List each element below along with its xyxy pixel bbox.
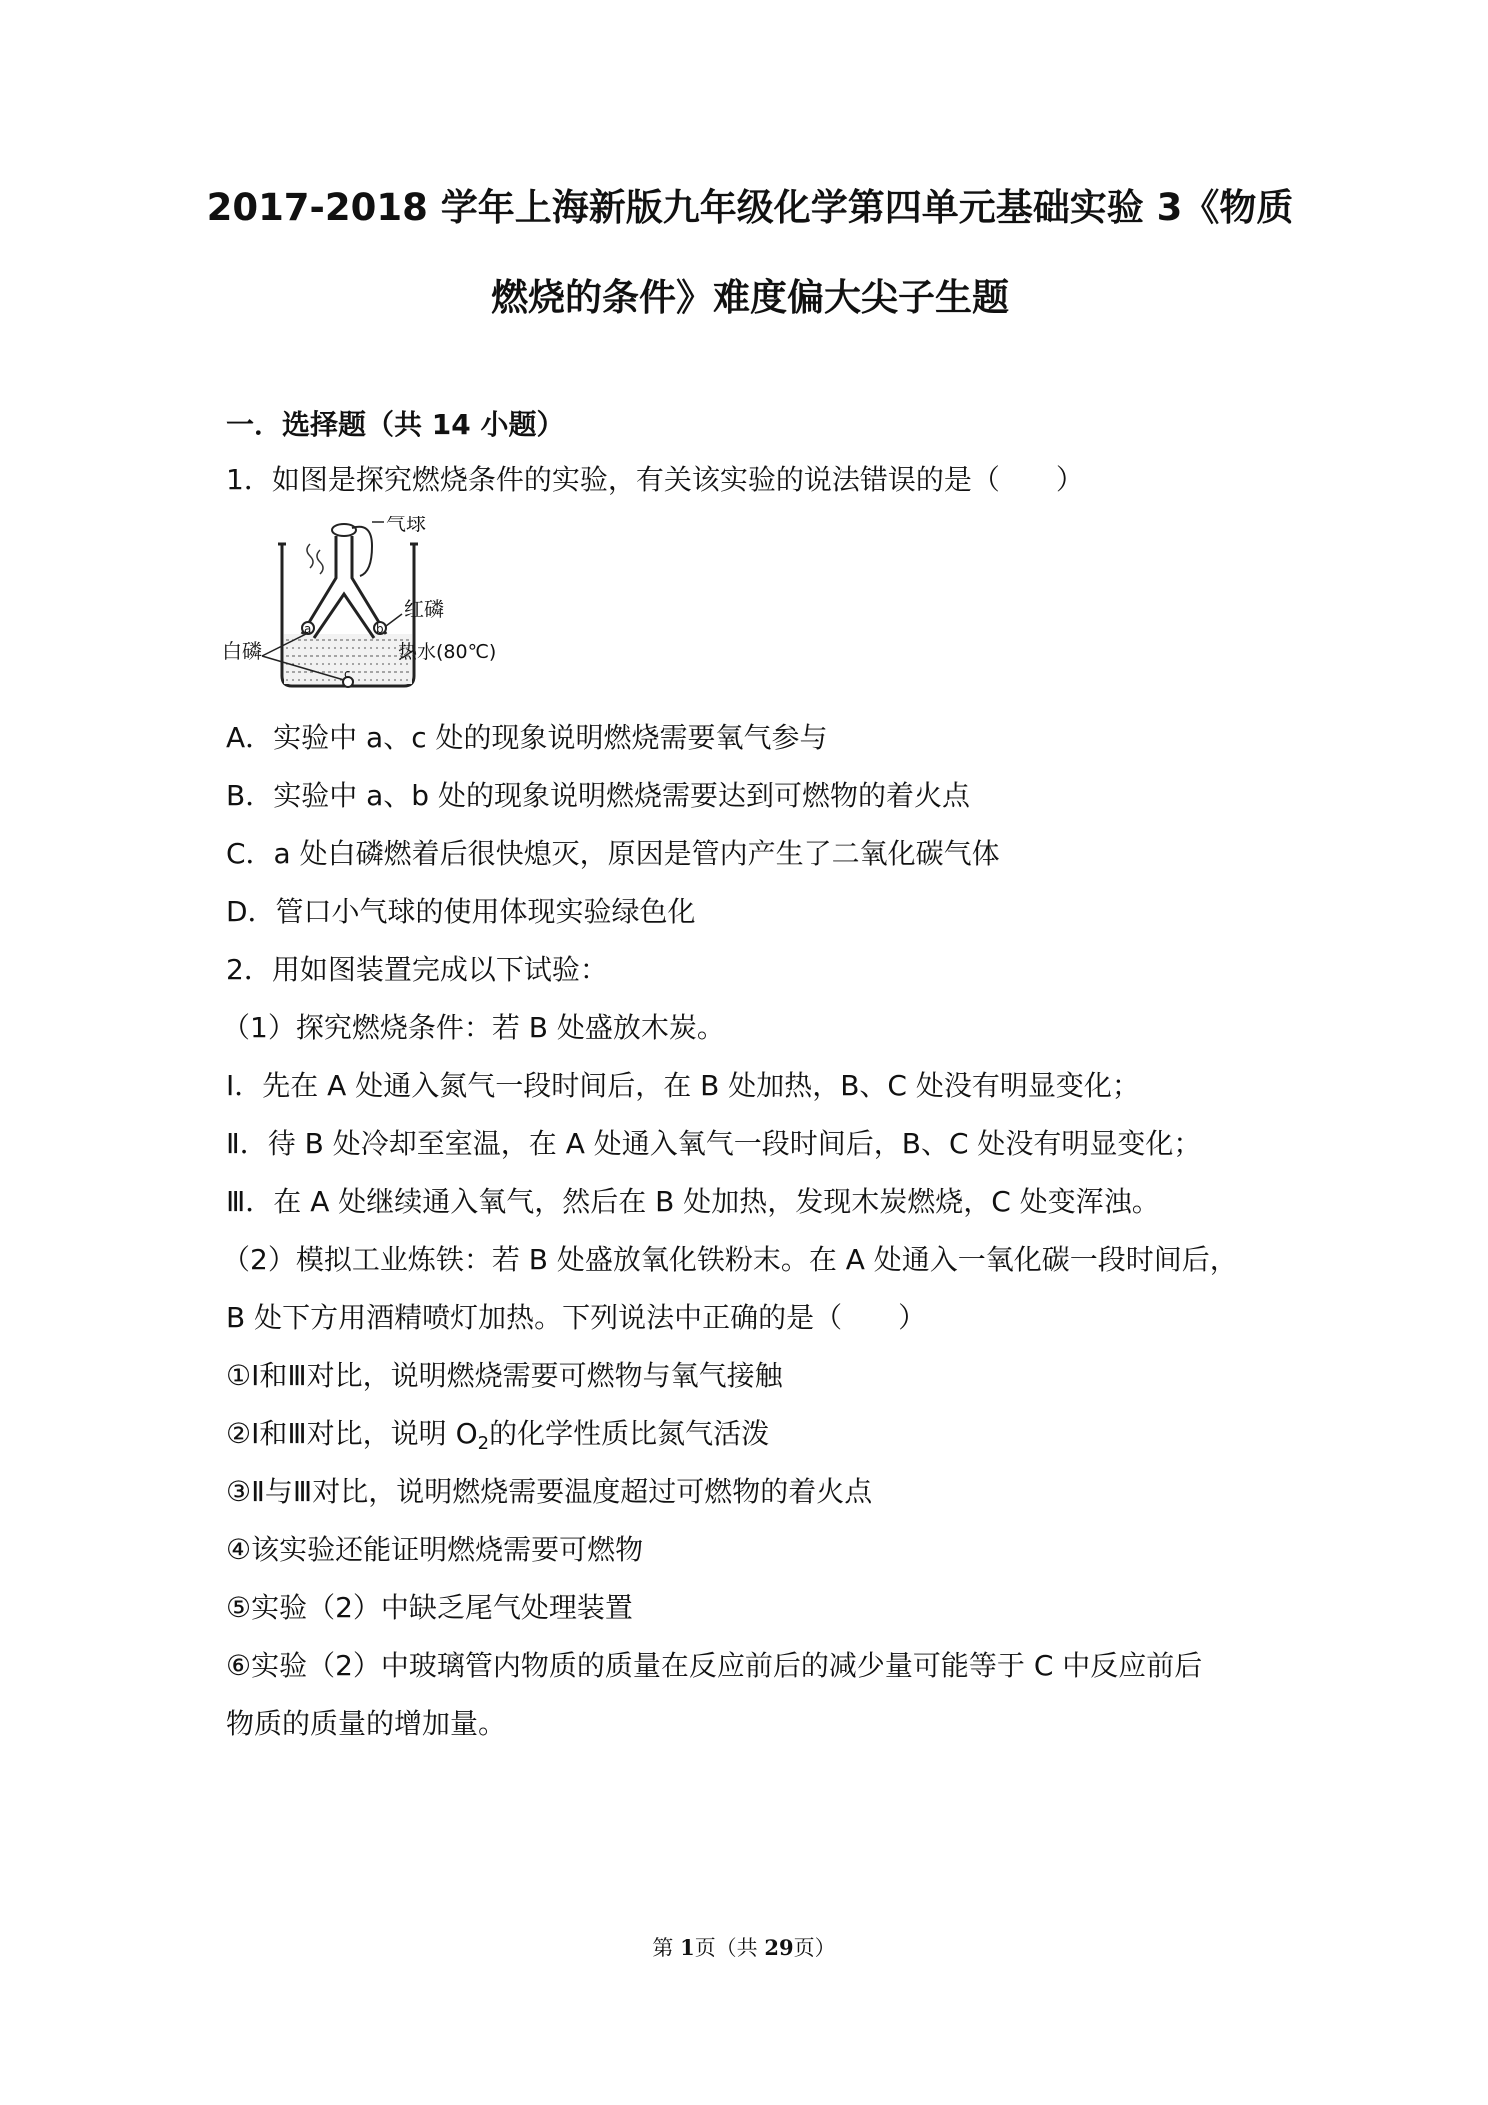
option-b: B．实验中 a、b 处的现象说明燃烧需要达到可燃物的着火点 xyxy=(226,779,970,812)
q2-part2-cont: B 处下方用酒精喷灯加热。下列说法中正确的是（ ） xyxy=(226,1301,927,1334)
doc-title-line1: 2017-2018 学年上海新版九年级化学第四单元基础实验 3《物质 xyxy=(206,186,1294,229)
question-2-stem: 2．用如图装置完成以下试验： xyxy=(226,953,608,986)
footer-page-number: 1 xyxy=(680,1935,695,1960)
label-a: a xyxy=(304,622,312,636)
statement-6-cont: 物质的质量的增加量。 xyxy=(226,1707,507,1740)
option-d: D．管口小气球的使用体现实验绿色化 xyxy=(226,895,696,928)
statement-6: ⑥实验（2）中玻璃管内物质的质量在反应前后的减少量可能等于 C 中反应前后 xyxy=(226,1649,1203,1682)
label-c: c xyxy=(344,667,351,681)
label-b: b xyxy=(376,622,384,636)
statement-3: ③Ⅱ与Ⅲ对比，说明燃烧需要温度超过可燃物的着火点 xyxy=(226,1475,873,1508)
footer-mid: 页（共 xyxy=(694,1936,765,1960)
o2-subscript: 2 xyxy=(477,1433,490,1454)
label-hot-water: 热水(80℃) xyxy=(398,641,497,663)
statement-2 xyxy=(226,1414,769,1464)
statement-2-head: ②Ⅰ和Ⅲ对比，说明 O xyxy=(226,1417,478,1450)
statement-4: ④该实验还能证明燃烧需要可燃物 xyxy=(226,1533,644,1566)
option-c: C．a 处白磷燃着后很快熄灭，原因是管内产生了二氧化碳气体 xyxy=(226,837,1000,870)
label-red-phosphorus: 红磷 xyxy=(404,597,444,621)
footer-total-pages: 29 xyxy=(764,1935,794,1960)
statement-5: ⑤实验（2）中缺乏尾气处理装置 xyxy=(226,1591,633,1624)
statement-1: ①Ⅰ和Ⅲ对比，说明燃烧需要可燃物与氧气接触 xyxy=(226,1359,783,1392)
q2-part1: （1）探究燃烧条件：若 B 处盛放木炭。 xyxy=(222,1011,725,1044)
option-a: A．实验中 a、c 处的现象说明燃烧需要氧气参与 xyxy=(226,721,828,754)
q2-step-i: Ⅰ．先在 A 处通入氮气一段时间后，在 B 处加热，B、C 处没有明显变化； xyxy=(226,1069,1140,1102)
statement-2-tail: 的化学性质比氮气活泼 xyxy=(489,1417,770,1450)
combustion-apparatus-figure xyxy=(222,516,512,696)
q2-step-ii: Ⅱ．待 B 处冷却至室温，在 A 处通入氧气一段时间后，B、C 处没有明显变化； xyxy=(226,1127,1202,1160)
label-balloon: 气球 xyxy=(386,516,426,535)
question-1-stem: 1．如图是探究燃烧条件的实验，有关该实验的说法错误的是（ ） xyxy=(226,463,1084,496)
doc-title-line2: 燃烧的条件》难度偏大尖子生题 xyxy=(491,276,1009,319)
page-footer xyxy=(0,1932,1488,1962)
q2-step-iii: Ⅲ．在 A 处继续通入氧气，然后在 B 处加热，发现木炭燃烧，C 处变浑浊。 xyxy=(226,1185,1160,1218)
q2-part2: （2）模拟工业炼铁：若 B 处盛放氧化铁粉末。在 A 处通入一氧化碳一段时间后， xyxy=(222,1243,1238,1276)
section-heading: 一．选择题（共 14 小题） xyxy=(226,408,565,441)
footer-suffix: 页） xyxy=(793,1936,836,1960)
label-white-phosphorus: 白磷 xyxy=(222,639,262,663)
footer-prefix: 第 xyxy=(652,1936,681,1960)
